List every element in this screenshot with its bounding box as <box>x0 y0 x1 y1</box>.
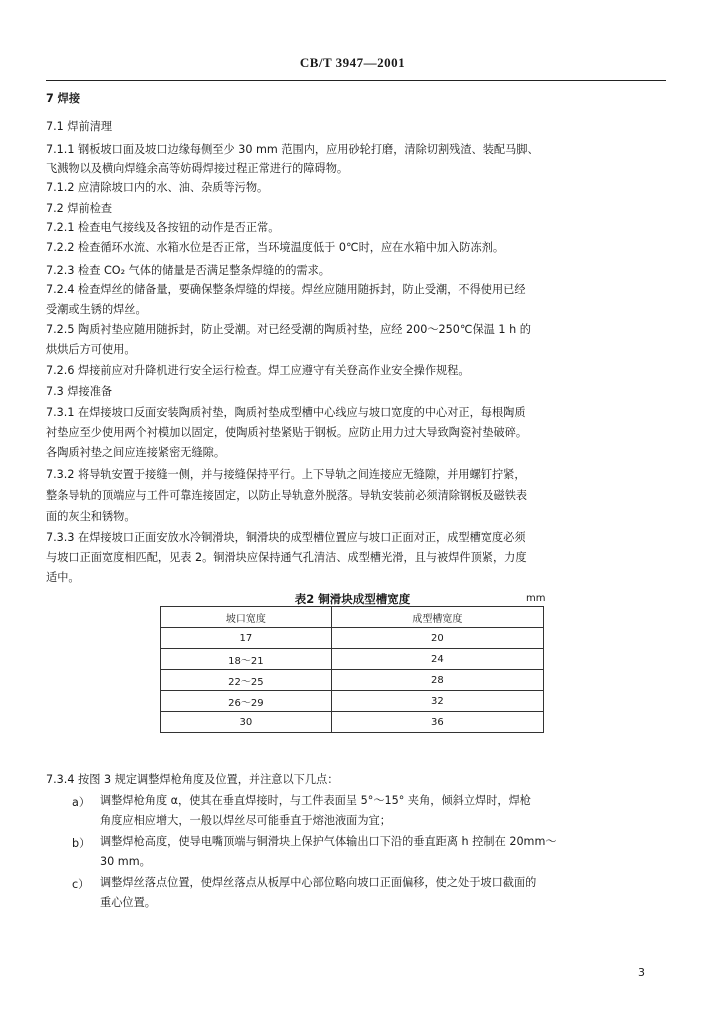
para-7-3-2: 7.3.2 将导轨安置于接缝一侧，并与接缝保持平行。上下导轨之间连接应无缝隙，并用螺钉拧紧， <box>46 468 526 481</box>
section-7-title: 7 焊接 <box>46 92 81 105</box>
table-cell: 17 <box>161 628 332 649</box>
item-a-label: a） <box>72 796 91 809</box>
item-c-line1: 调整焊丝落点位置，使焊丝落点从板厚中心部位略向坡口正面偏移，使之处于坡口截面的 <box>100 876 537 889</box>
item-b-label: b） <box>72 837 91 850</box>
para-7-1-1: 7.1.1 钢板坡口面及坡口边缘每侧至少 30 mm 范围内，应用砂轮打磨，清除切割残渣、装配马脚、 <box>46 143 539 156</box>
item-a-line1: 调整焊枪角度 α，使其在垂直焊接时，与工件表面呈 5°～15° 夹角，倾斜立焊时，焊枪 <box>100 794 531 807</box>
standard-header: CB/T 3947—2001 <box>299 55 406 70</box>
para-7-2-3: 7.2.3 检查 CO₂ 气体的储量是否满足整条焊缝的的需求。 <box>46 264 330 277</box>
para-7-2-6: 7.2.6 焊接前应对升降机进行安全运行检查。焊工应遵守有关登高作业安全操作规程。 <box>46 364 470 377</box>
para-7-3-3: 7.3.3 在焊接坡口正面安放水冷铜滑块，铜滑块的成型槽位置应与坡口正面对正，成型槽宽度必须 <box>46 531 526 544</box>
para-7-1-2: 7.1.2 应清除坡口内的水、油、杂质等污物。 <box>46 181 269 194</box>
para-7-3-4: 7.3.4 按图 3 规定调整焊枪角度及位置，并注意以下几点： <box>46 773 339 786</box>
table-caption: 表2 铜滑块成型槽宽度 <box>294 592 411 606</box>
section-7-2-title: 7.2 焊前检查 <box>46 202 113 215</box>
section-7-3-title: 7.3 焊接准备 <box>46 385 113 398</box>
para-7-3-3-cont: 与坡口正面宽度相匹配，见表 2。铜滑块应保持通气孔清洁、成型槽光滑，且与被焊件顶紧，力度 <box>46 551 527 564</box>
table-row <box>161 691 544 712</box>
table-cell: 18～21 <box>161 649 332 670</box>
header-rule <box>46 80 666 81</box>
item-a-line2: 角度应相应增大，一般以焊丝尽可能垂直于熔池液面为宜； <box>100 814 391 827</box>
item-b-line2: 30 mm。 <box>100 855 151 868</box>
table-unit: mm <box>526 593 546 604</box>
table-cell: 32 <box>331 691 543 712</box>
table-cell: 24 <box>331 649 543 670</box>
para-7-3-2-cont: 整条导轨的顶端应与工件可靠连接固定，以防止导轨意外脱落。导轨安装前必须清除钢板及磁铁表 <box>46 489 528 502</box>
para-7-2-5: 7.2.5 陶质衬垫应随用随拆封，防止受潮。对已经受潮的陶质衬垫，应经 200～250℃保温 1 h 的 <box>46 323 531 336</box>
para-7-2-4: 7.2.4 检查焊丝的储备量，要确保整条焊缝的焊接。焊丝应随用随拆封，防止受潮，不得使用已经 <box>46 283 526 296</box>
col-header-groove-width: 坡口宽度 <box>161 607 332 628</box>
table-row <box>161 670 544 691</box>
item-c-label: c） <box>72 878 90 891</box>
table-cell: 26～29 <box>161 691 332 712</box>
table-cell: 20 <box>331 628 543 649</box>
table-row <box>161 712 544 733</box>
table-cell: 28 <box>331 670 543 691</box>
para-7-3-3-cont2: 适中。 <box>46 571 80 584</box>
section-7-1-title: 7.1 焊前清理 <box>46 120 113 133</box>
item-c-line2: 重心位置。 <box>100 896 156 909</box>
table-cell: 22～25 <box>161 670 332 691</box>
table-header-row <box>161 607 544 628</box>
para-7-2-1: 7.2.1 检查电气接线及各按钮的动作是否正常。 <box>46 221 280 234</box>
para-7-3-1-cont: 衬垫应至少使用两个衬模加以固定，使陶质衬垫紧贴于钢板。应防止用力过大导致陶瓷衬垫破碎。 <box>46 426 528 439</box>
table-row <box>161 649 544 670</box>
item-b-line1: 调整焊枪高度，使导电嘴顶端与铜滑块上保护气体输出口下沿的垂直距离 h 控制在 20mm～ <box>100 835 557 848</box>
para-7-3-2-cont2: 面的灰尘和锈物。 <box>46 510 136 523</box>
para-7-1-1-cont: 飞溅物以及横向焊缝余高等妨碍焊接过程正常进行的障碍物。 <box>46 162 349 175</box>
para-7-2-2: 7.2.2 检查循环水流、水箱水位是否正常，当环境温度低于 0℃时，应在水箱中加入防冻剂。 <box>46 241 505 254</box>
col-header-forming-width: 成型槽宽度 <box>331 607 543 628</box>
table-row <box>161 628 544 649</box>
page-number: 3 <box>638 966 645 979</box>
table-cell: 36 <box>331 712 543 733</box>
para-7-3-1: 7.3.1 在焊接坡口反面安装陶质衬垫，陶质衬垫成型槽中心线应与坡口宽度的中心对正，每根陶质 <box>46 406 526 419</box>
table-cell: 30 <box>161 712 332 733</box>
para-7-3-1-cont2: 各陶质衬垫之间应连接紧密无缝隙。 <box>46 446 226 459</box>
para-7-2-5-cont: 烘烘后方可使用。 <box>46 343 136 356</box>
para-7-2-4-cont: 受潮或生锈的焊丝。 <box>46 303 147 316</box>
groove-width-table <box>160 606 544 733</box>
